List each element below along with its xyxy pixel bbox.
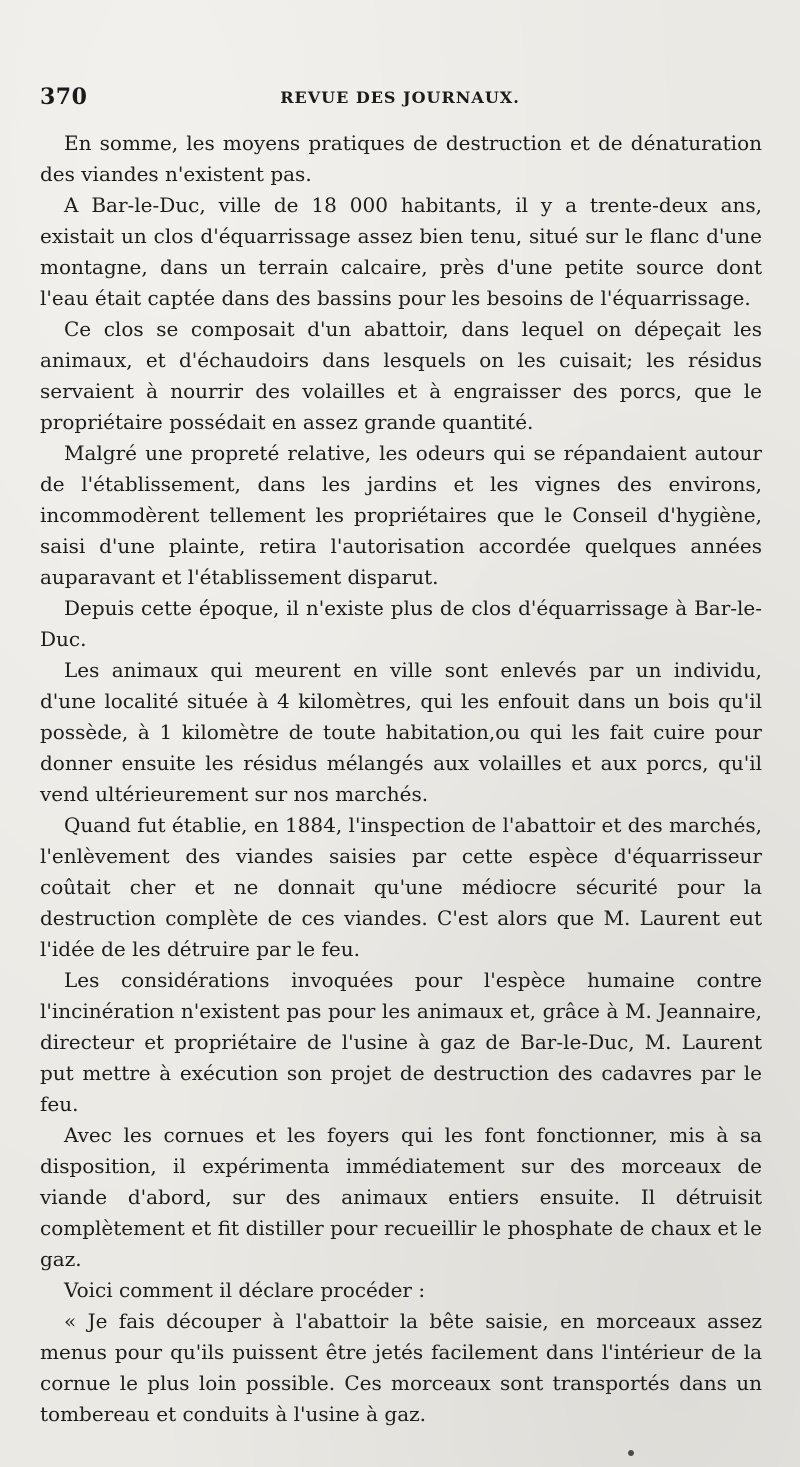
paragraph: Les considérations invoquées pour l'espèce humaine contre l'incinération n'existent pas pour les animaux et, grâce à M. Jeannaire, directeur et propriétaire de l'usine à gaz de Bar-le-Duc, M. Laurent put mettre à exécution son projet de destruction des cadavres par le feu. — [40, 968, 762, 1116]
running-head: REVUE DES JOURNAUX. — [280, 88, 520, 107]
article-body — [40, 128, 762, 1430]
paragraph: En somme, les moyens pratiques de destruction et de dénaturation des viandes n'existent pas. — [40, 131, 762, 186]
paragraph: Depuis cette époque, il n'existe plus de clos d'équarrissage à Bar-le-Duc. — [40, 596, 762, 651]
page-number: 370 — [40, 84, 88, 110]
paragraph: Voici comment il déclare procéder : — [64, 1278, 426, 1302]
paragraph: Malgré une propreté relative, les odeurs qui se répandaient autour de l'établissement, dans les jardins et les vignes des environs, incommodèrent tellement les propriétaires que le Conseil d'hygiène, saisi d'une plainte, retira l'autorisation accordée quelques années auparavant et l'établissement disparut. — [40, 441, 762, 589]
paragraph: Les animaux qui meurent en ville sont enlevés par un individu, d'une localité située à 4 kilomètres, qui les enfouit dans un bois qu'il possède, à 1 kilomètre de toute habitation,ou qui les fait cuire pour donner ensuite les résidus mélangés aux volailles et aux porcs, qu'il vend ultérieurement sur nos marchés. — [40, 658, 762, 806]
ink-speck — [628, 1450, 634, 1456]
paragraph: Quand fut établie, en 1884, l'inspection de l'abattoir et des marchés, l'enlèvement des viandes saisies par cette espèce d'équarrisseur coûtait cher et ne donnait qu'une médiocre sécurité pour la destruction complète de ces viandes. C'est alors que M. Laurent eut l'idée de les détruire par le feu. — [40, 813, 762, 961]
paragraph: A Bar-le-Duc, ville de 18 000 habitants, il y a trente-deux ans, existait un clos d'équarrissage assez bien tenu, situé sur le flanc d'une montagne, dans un terrain calcaire, près d'une petite source dont l'eau était captée dans des bassins pour les besoins de l'équarrissage. — [40, 193, 762, 310]
paragraph: Ce clos se composait d'un abattoir, dans lequel on dépeçait les animaux, et d'échaudoirs dans lesquels on les cuisait; les résidus servaient à nourrir des volailles et à engraisser des porcs, que le propriétaire possédait en assez grande quantité. — [40, 317, 762, 434]
paragraph: « Je fais découper à l'abattoir la bête saisie, en morceaux assez menus pour qu'ils puissent être jetés facilement dans l'intérieur de la cornue le plus loin possible. Ces morceaux sont transportés dans un tombereau et conduits à l'usine à gaz. — [40, 1309, 762, 1426]
paragraph: Avec les cornues et les foyers qui les font fonctionner, mis à sa disposition, il expérimenta immédiatement sur des morceaux de viande d'abord, sur des animaux entiers ensuite. Il détruisit complètement et fit distiller pour recueillir le phosphate de chaux et le gaz. — [40, 1123, 762, 1271]
page-header — [40, 84, 760, 114]
